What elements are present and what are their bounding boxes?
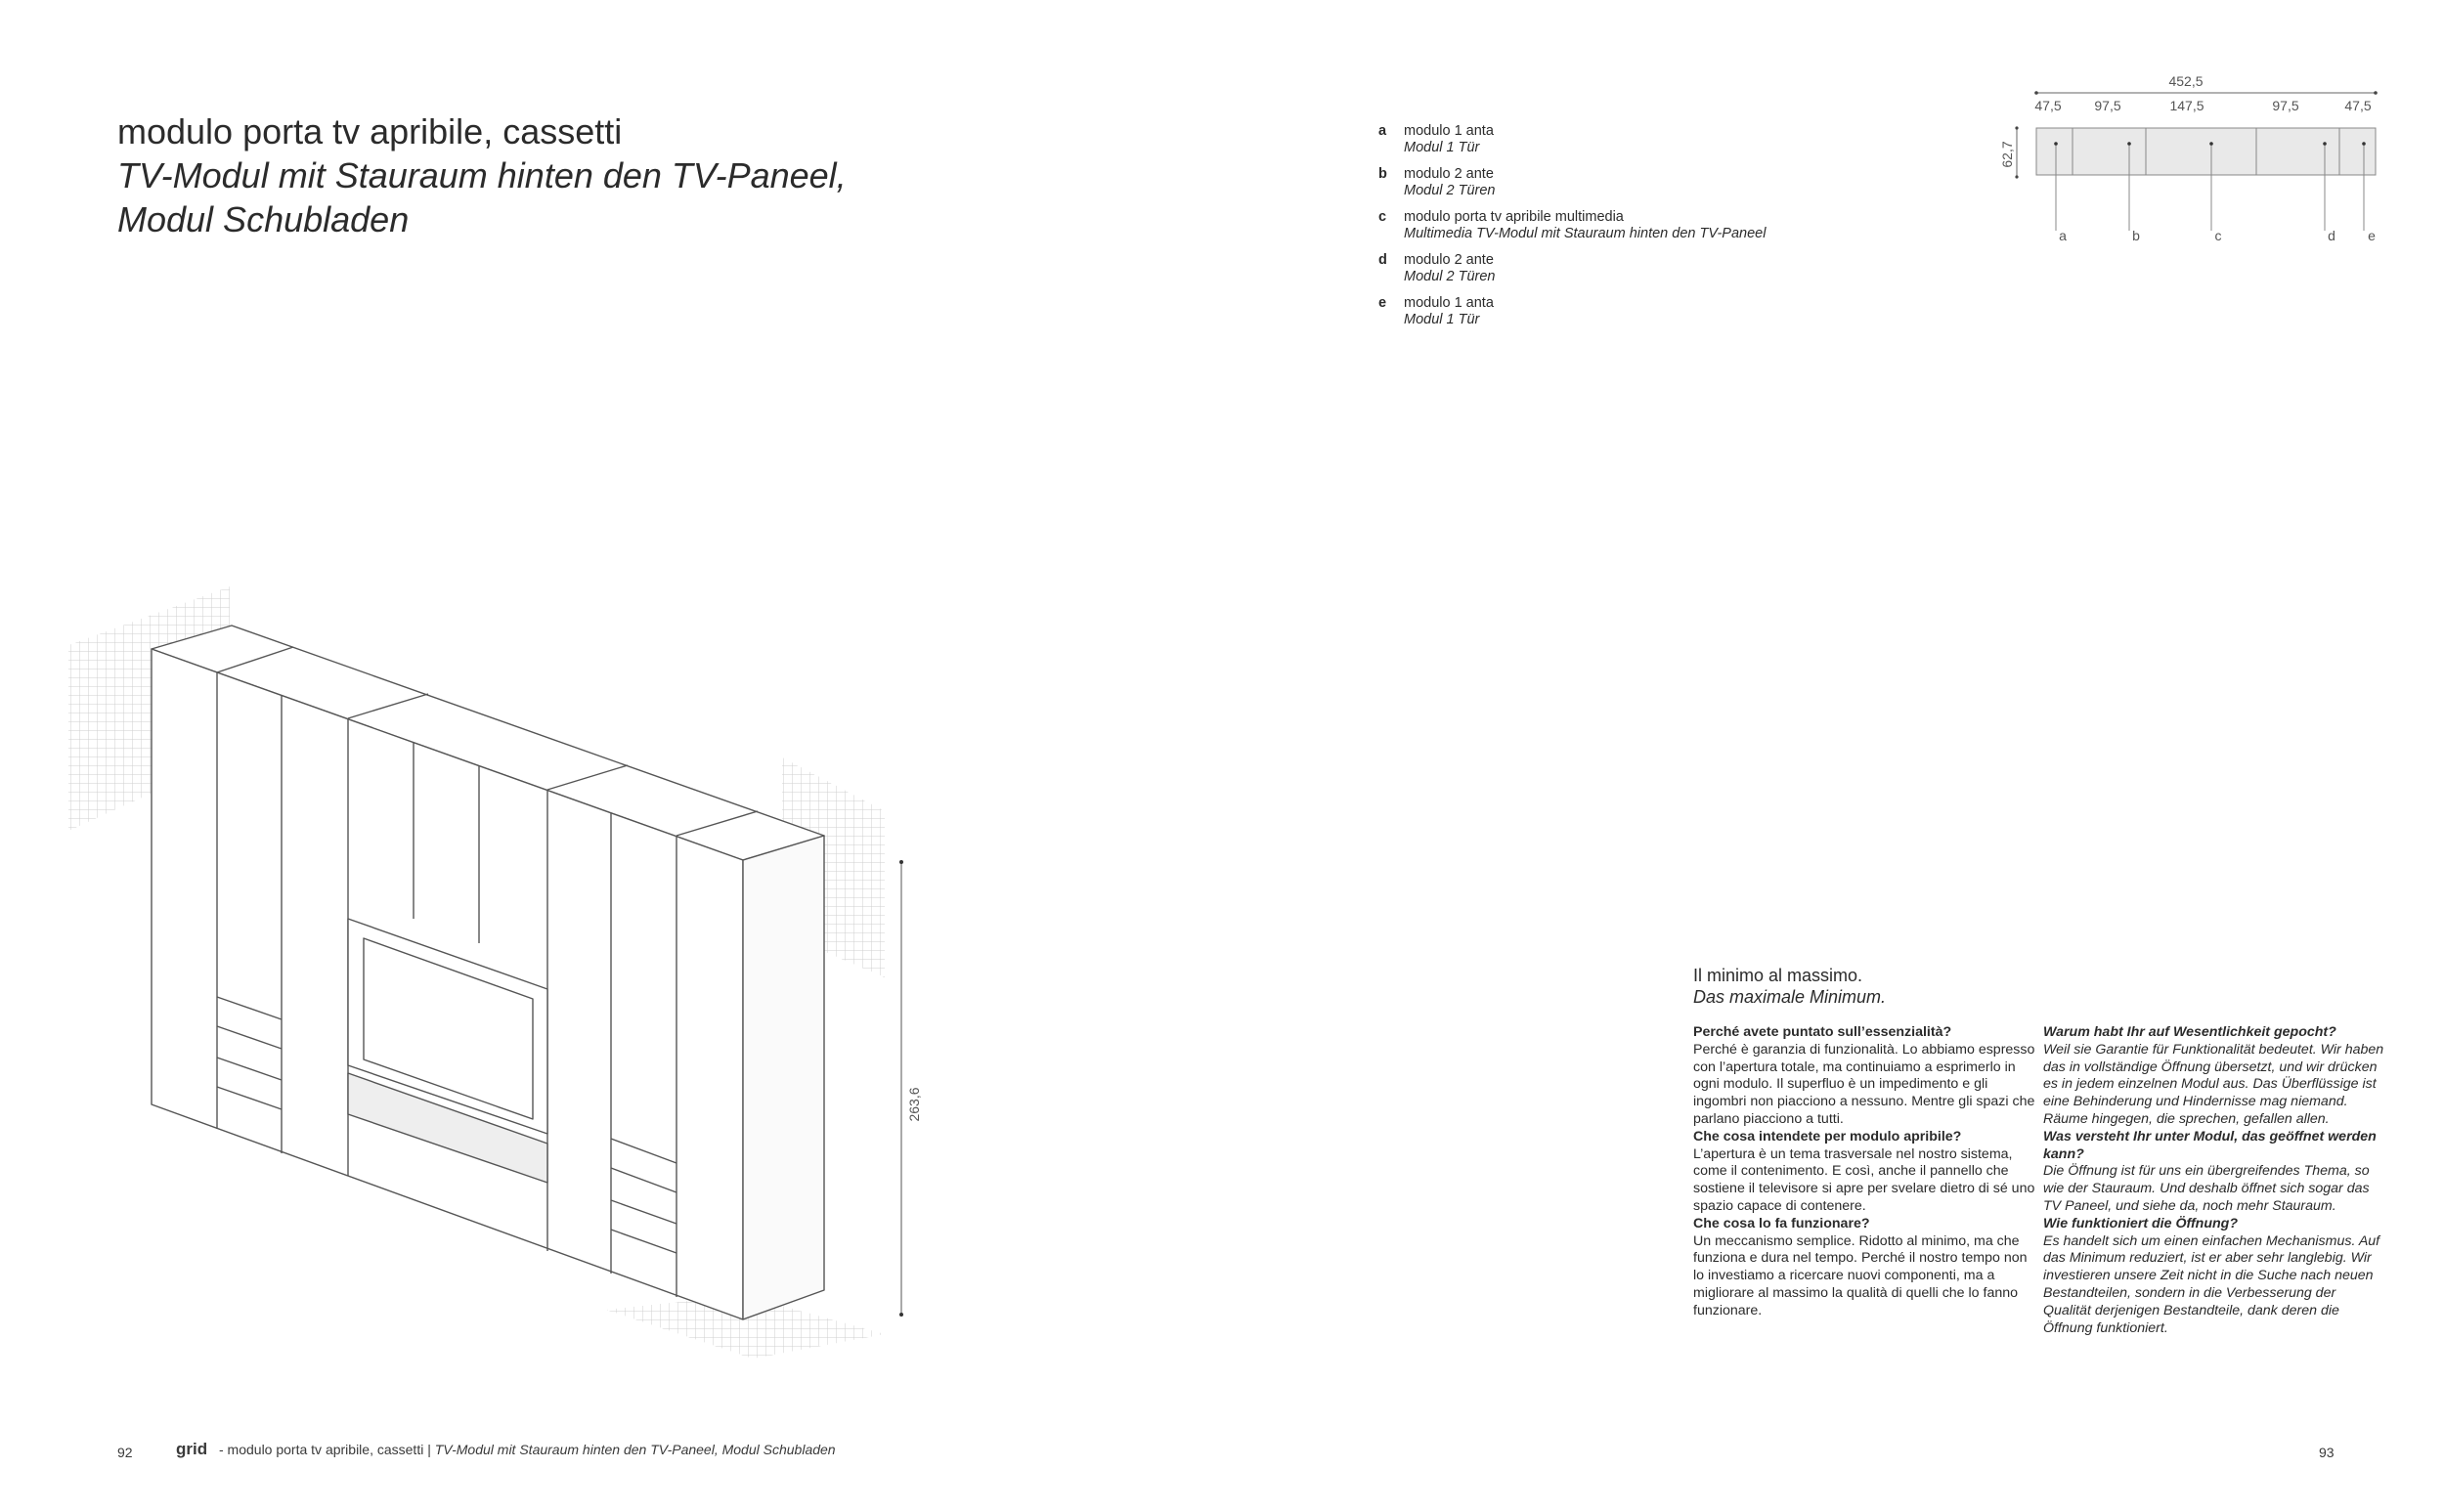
question: Che cosa lo fa funzionare? [1693, 1215, 1870, 1231]
answer: Es handelt sich um einen einfachen Mechanismus. Auf das Minimum reduziert, ist er aber sehr langlebig. Wir investieren unsere Zeit nicht in die Suche nach neuen Bestandteilen, sondern in die Verbesserung der Qualität derjenigen Bestandteile, dank deren die Öffnung funktioniert. [2043, 1232, 2380, 1336]
legend-label-it: modulo porta tv apribile multimedia [1404, 209, 1624, 225]
page-title [117, 109, 997, 241]
title-italian: modulo porta tv apribile, cassetti [117, 111, 623, 151]
leader-letter-e: e [2368, 228, 2376, 243]
answer: Perché è garanzia di funzionalità. Lo abbiamo espresso con l’apertura totale, ma continuiamo a esprimerlo in ogni modulo. Il superfluo è un impedimento e gli ingombri non piacciono a nessuno. Mentre gli spazi che parlano piacciono a tutti. [1693, 1041, 2035, 1127]
plan-dimension-diagram [1965, 65, 2395, 250]
question: Wie funktioniert die Öffnung? [2043, 1215, 2239, 1231]
legend-item-e [1378, 295, 1887, 328]
leader-dot [2127, 142, 2131, 146]
leader-letter-b: b [2132, 228, 2140, 243]
module-legend [1378, 123, 1887, 338]
leader-letter-c: c [2214, 228, 2222, 243]
dim-tick [2015, 126, 2018, 129]
answer: Die Öffnung ist für uns ein übergreifendes Thema, so wie der Stauraum. Und deshalb öffnet sich sogar das TV Paneel, und siehe da, noch mehr Stauraum. [2043, 1163, 2370, 1214]
interview-german [2043, 1024, 2385, 1337]
question: Was versteht Ihr unter Modul, das geöffnet werden kann? [2043, 1128, 2377, 1162]
leader-letter-a: a [2059, 228, 2067, 243]
dim-tick [899, 1313, 903, 1317]
leader-dot [2209, 142, 2213, 146]
isometric-furniture-drawing [39, 567, 958, 1378]
page-number-left: 92 [117, 1445, 133, 1460]
unit-side [743, 836, 824, 1319]
question: Che cosa intendete per modulo apribile? [1693, 1128, 1962, 1145]
legend-label-it: modulo 2 ante [1404, 252, 1494, 268]
legend-letter: d [1378, 252, 1387, 268]
legend-label-de: Multimedia TV-Modul mit Stauraum hinten den TV-Paneel [1404, 226, 1767, 241]
legend-label-de: Modul 1 Tür [1404, 140, 1480, 155]
legend-item-c [1378, 209, 1887, 242]
heading-italian: Il minimo al massimo. [1693, 966, 1863, 985]
title-german-line2: Modul Schubladen [117, 199, 410, 239]
question: Perché avete puntato sull’essenzialità? [1693, 1024, 1952, 1040]
legend-label-it: modulo 2 ante [1404, 166, 1494, 182]
legend-letter: b [1378, 166, 1387, 182]
brand-name: grid [176, 1440, 208, 1458]
legend-letter: e [1378, 295, 1387, 311]
footer-caption [176, 1441, 836, 1458]
leader-dot [2323, 142, 2327, 146]
dim-tick [2015, 175, 2018, 178]
segment-label-c: 147,5 [2169, 98, 2204, 113]
answer: Weil sie Garantie für Funktionalität bedeutet. Wir haben das in vollständige Öffnung übersetzt, und wir drücken es in jedem einzelnen Modul aus. Das Überflüssige ist eine Behinderung und Hindernisse mag niemand. Räume hingegen, die sprechen, gefallen allen. [2043, 1041, 2384, 1127]
legend-label-it: modulo 1 anta [1404, 123, 1494, 139]
leader-letter-d: d [2328, 228, 2335, 243]
total-width-label: 452,5 [2168, 73, 2204, 89]
legend-label-de: Modul 1 Tür [1404, 312, 1480, 327]
answer: Un meccanismo semplice. Ridotto al minimo, ma che funziona e dura nel tempo. Perché il nostro tempo non lo investiamo a ricercare nuovi componenti, ma a migliorare al massimo la qualità di quelli che lo fanno funzionare. [1693, 1232, 2028, 1318]
legend-item-b [1378, 166, 1887, 199]
drawing-height-label: 263,6 [906, 1087, 922, 1122]
heading-german: Das maximale Minimum. [1693, 987, 1887, 1007]
question: Warum habt Ihr auf Wesentlichkeit gepocht? [2043, 1024, 2336, 1040]
leader-dot [2054, 142, 2058, 146]
answer: L’apertura è un tema trasversale nel nostro sistema, come il contenimento. E così, anche il pannello che sostiene il televisore si apre per svelare dietro di sé uno spazio capace di contenere. [1693, 1145, 2035, 1214]
legend-item-a [1378, 123, 1887, 156]
legend-letter: a [1378, 123, 1387, 139]
interview-italian [1693, 1024, 2035, 1320]
segment-label-e: 47,5 [2344, 98, 2372, 113]
dim-tick [2034, 91, 2038, 95]
segment-label-a: 47,5 [2034, 98, 2062, 113]
legend-label-it: modulo 1 anta [1404, 295, 1494, 311]
legend-letter: c [1378, 209, 1387, 225]
dim-tick [2374, 91, 2378, 95]
page-number-right: 93 [2319, 1445, 2335, 1460]
section-heading [1693, 965, 2084, 1008]
dim-tick [899, 860, 903, 864]
segment-label-d: 97,5 [2272, 98, 2299, 113]
legend-label-de: Modul 2 Türen [1404, 183, 1496, 198]
legend-label-de: Modul 2 Türen [1404, 269, 1496, 284]
footer-caption-de: TV-Modul mit Stauraum hinten den TV-Paneel, Modul Schubladen [434, 1442, 836, 1457]
title-german-line1: TV-Modul mit Stauraum hinten den TV-Paneel, [117, 155, 847, 195]
height-label: 62,7 [1999, 141, 2015, 168]
segment-label-b: 97,5 [2094, 98, 2121, 113]
footer-caption-it: - modulo porta tv apribile, cassetti | [219, 1442, 431, 1457]
leader-dot [2362, 142, 2366, 146]
legend-item-d [1378, 252, 1887, 285]
